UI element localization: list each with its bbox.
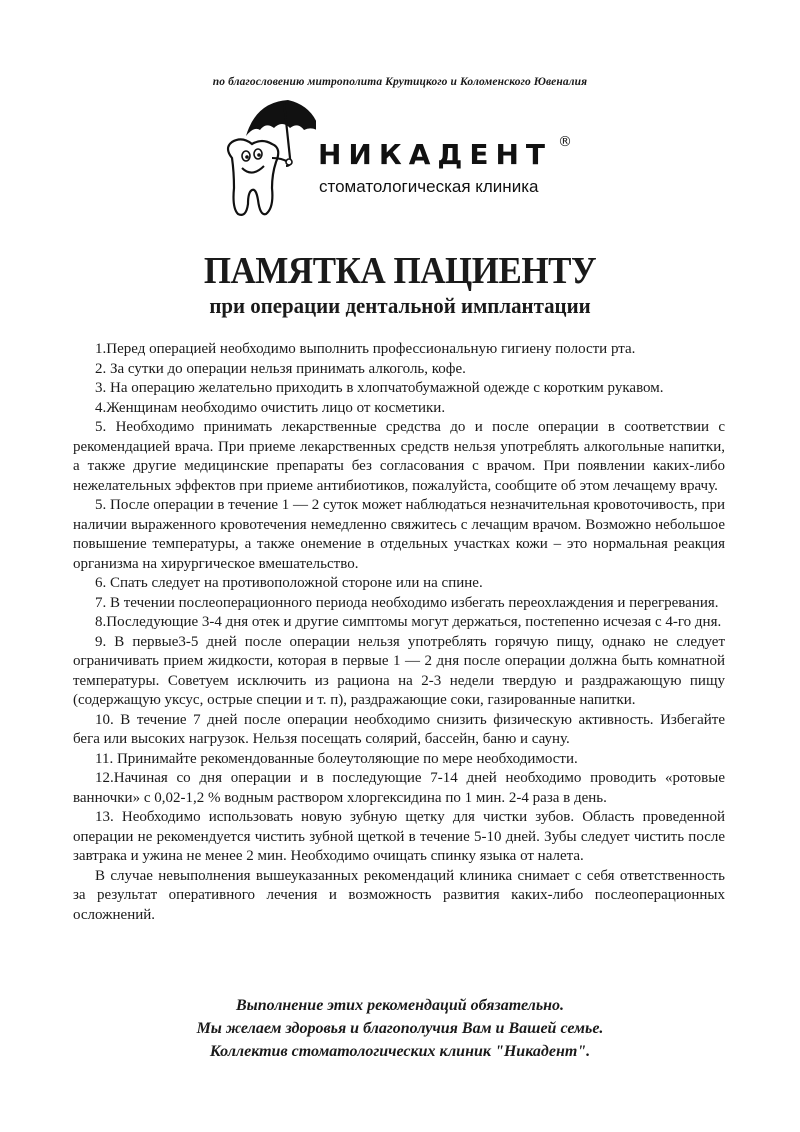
instruction-paragraph: 9. В первые3-5 дней после операции нельзя употреблять горячую пищу, однако не следует ограничивать прием жидкости, которая в первые 1 — 2 дня после операции должна быть комнатной температуры. Советуем исключить из рациона на 2-3 недели твердую и раздражающую пищу (содержащую уксус, острые специи и т. п), раздражающие соки, газированные напитки.: [73, 633, 725, 708]
instruction-paragraph: 12.Начиная со дня операции и в последующие 7-14 дней необходимо проводить «ротовые ванночки» с 0,02-1,2 % водным раствором хлоргексидина по 1 мин. 2-4 раза в день.: [73, 770, 725, 806]
instruction-paragraph: 3. На операцию желательно приходить в хлопчатобумажной одежде с коротким рукавом.: [95, 380, 664, 396]
brand-name: НИКАДЕНТ: [318, 138, 553, 171]
instruction-paragraph: 5. Необходимо принимать лекарственные средства до и после операции в соответствии с рекомендацией врача. При приеме лекарственных средств нельзя употреблять алкогольные напитки, а также другие медицинские препараты без согласования с врачом. При появлении каких-либо нежелательных эффектов при приеме антибиотиков, пожалуйста, сообщите об этом лечащему врачу.: [73, 419, 725, 494]
closing-line: Коллектив стоматологических клиник "Никадент".: [209, 1043, 591, 1060]
instruction-paragraph: 2. За сутки до операции нельзя принимать алкоголь, кофе.: [95, 360, 466, 377]
closing-line: Мы желаем здоровья и благополучия Вам и Вашей семье.: [196, 1020, 604, 1037]
instruction-paragraph: 11. Принимайте рекомендованные болеутоляющие по мере необходимости.: [95, 750, 578, 767]
disclaimer-paragraph: В случае невыполнения вышеуказанных рекомендаций клиника снимает с себя ответственность за результат оперативного лечения и возможность развития каких-либо послеоперационных осложнений.: [73, 867, 725, 923]
registered-mark: ®: [558, 134, 572, 150]
instruction-paragraph: 10. В течение 7 дней после операции необходимо снизить физическую активность. Избегайте бега или высоких нагрузок. Нельзя посещать солярий, бассейн, баню и сауну.: [73, 711, 725, 747]
instruction-paragraph: 5. После операции в течение 1 — 2 суток может наблюдаться незначительная кровоточивость, при наличии выраженного кровотечения немедленно свяжитесь с лечащим врачом. Возможно небольшое повышение температуры, а также онемение в отдельных участках кожи – это нормальная реакция организма на хирургическое вмешательство.: [73, 497, 725, 572]
instruction-paragraph: 4.Женщинам необходимо очистить лицо от косметики.: [95, 399, 446, 416]
closing-block: [0, 994, 800, 1063]
blessing-line: по благословению митрополита Крутицкого и Коломенского Ювеналия: [212, 76, 588, 88]
instruction-paragraph: 8.Последующие 3-4 дня отек и другие симптомы могут держаться, постепенно исчезая с 4-го дня.: [95, 614, 722, 630]
instruction-paragraph: 6. Спать следует на противоположной стороне или на спине.: [95, 575, 483, 591]
instruction-paragraph: 1.Перед операцией необходимо выполнить профессиональную гигиену полости рта.: [95, 341, 636, 357]
page-title: ПАМЯТКА ПАЦИЕНТУ: [203, 250, 597, 292]
instruction-paragraph: 7. В течении послеоперационного периода необходимо избегать переохлаждения и перегревания.: [95, 594, 719, 611]
brand-subtitle: стоматологическая клиника: [319, 177, 539, 196]
closing-line: Выполнение этих рекомендаций обязательно.: [235, 997, 565, 1014]
instructions-body: [73, 340, 725, 925]
instruction-paragraph: 13. Необходимо использовать новую зубную щетку для чистки зубов. Область проведенной операции не рекомендуется чистить зубной щеткой в течение 5-10 дней. Зубы следует чистить после завтрака и ужина не менее 2 мин. Необходимо очищать спинку языка от налета.: [73, 809, 725, 864]
page-subtitle: при операции дентальной имплантации: [209, 293, 591, 318]
tooth-with-umbrella-icon: [216, 96, 316, 226]
